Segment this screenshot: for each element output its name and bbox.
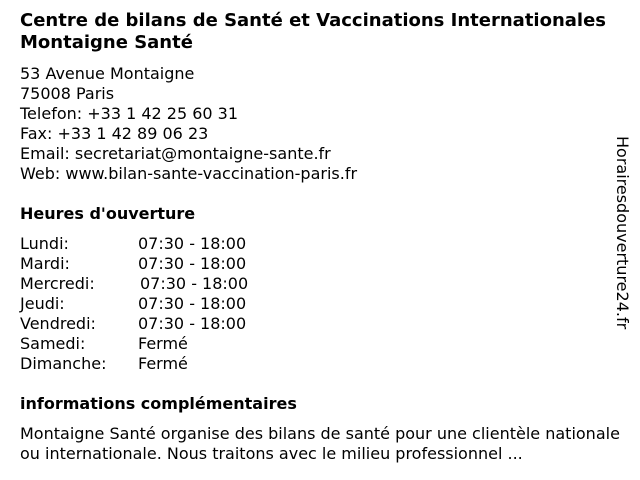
day-label: Jeudi:	[20, 294, 65, 313]
day-label: Lundi:	[20, 234, 69, 253]
site-watermark: Horairesdouverture24.fr	[613, 136, 632, 330]
contact-block	[20, 64, 357, 184]
time-value: Fermé	[138, 354, 188, 373]
day-label: Mardi:	[20, 254, 70, 273]
time-value: 07:30 - 18:00	[138, 314, 247, 333]
additional-info-text: Montaigne Santé organise des bilans de santé pour une clientèle nationale ou internationale. Nous traitons avec le milieu professionnel ...	[20, 424, 620, 463]
street-address: 53 Avenue Montaigne	[20, 64, 195, 83]
day-label: Samedi:	[20, 334, 86, 353]
hours-row-monday	[20, 234, 248, 254]
time-value: Fermé	[138, 334, 188, 353]
website-link[interactable]: Web: www.bilan-sante-vaccination-paris.fr	[20, 164, 358, 183]
opening-hours-heading: Heures d'ouverture	[20, 204, 196, 223]
day-label: Vendredi:	[20, 314, 96, 333]
hours-row-friday	[20, 314, 248, 334]
time-value: 07:30 - 18:00	[138, 234, 247, 253]
time-value: 07:30 - 18:00	[138, 254, 247, 273]
day-label: Dimanche:	[20, 354, 107, 373]
fax-number: Fax: +33 1 42 89 06 23	[20, 124, 209, 143]
opening-hours-table	[20, 234, 248, 374]
additional-info-heading: informations complémentaires	[20, 394, 297, 413]
time-value: 07:30 - 18:00	[138, 294, 247, 313]
time-value: 07:30 - 18:00	[140, 274, 249, 293]
hours-row-tuesday	[20, 254, 248, 274]
business-title: Centre de bilans de Santé et Vaccinations Internationales Montaigne Santé	[20, 10, 607, 53]
phone-number[interactable]: Telefon: +33 1 42 25 60 31	[20, 104, 239, 123]
hours-row-saturday	[20, 334, 248, 354]
hours-row-wednesday	[20, 274, 248, 294]
city-postal: 75008 Paris	[20, 84, 115, 103]
email-address[interactable]: Email: secretariat@montaigne-sante.fr	[20, 144, 331, 163]
hours-row-sunday	[20, 354, 248, 374]
hours-row-thursday	[20, 294, 248, 314]
day-label: Mercredi:	[20, 274, 95, 293]
